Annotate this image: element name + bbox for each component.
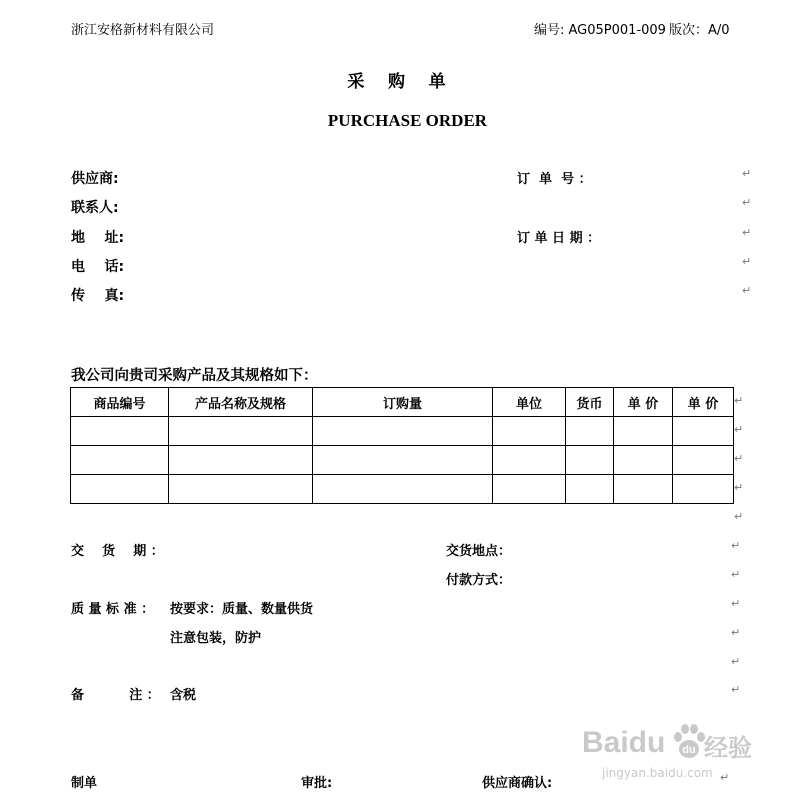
paragraph-mark: ↵ [734, 423, 744, 436]
col-header-currency: 货币 [566, 388, 614, 417]
col-header-product-code: 商品编号 [71, 388, 169, 417]
table-cell[interactable] [493, 446, 566, 475]
col-header-quantity: 订购量 [313, 388, 493, 417]
paragraph-mark: ↵ [742, 226, 752, 239]
paragraph-mark: ↵ [731, 539, 741, 552]
phone-label: 电 话: [71, 259, 125, 275]
table-row [71, 446, 734, 475]
supplier-confirm-label: 供应商确认: [482, 776, 553, 791]
watermark-cn: 经验 [704, 734, 752, 762]
payment-method-label: 付款方式： [446, 573, 512, 588]
paragraph-mark: ↵ [720, 771, 730, 784]
paragraph-mark: ↵ [731, 626, 741, 639]
fax-label: 传 真: [71, 288, 125, 304]
order-date-label: 订 单 日 期 ： [517, 231, 601, 246]
paragraph-mark: ↵ [731, 597, 741, 610]
paragraph-mark: ↵ [734, 510, 744, 523]
baidu-watermark [582, 722, 752, 784]
table-row [71, 417, 734, 446]
approved-by-label: 审批: [301, 776, 333, 791]
paragraph-mark: ↵ [731, 655, 741, 668]
address-label: 地 址: [71, 230, 125, 246]
remark-label: 备 注 ： [71, 688, 160, 703]
paragraph-mark: ↵ [734, 481, 744, 494]
table-cell[interactable] [673, 475, 734, 504]
quality-standard-line-2: 注意包装，防护 [170, 631, 262, 646]
paragraph-mark: ↵ [742, 284, 752, 297]
supplier-label: 供应商: [71, 171, 119, 187]
svg-text:du: du [682, 744, 696, 756]
table-cell[interactable] [169, 417, 313, 446]
paragraph-mark: ↵ [742, 196, 752, 209]
order-number-label: 订 单 号 ： [517, 172, 592, 187]
table-cell[interactable] [313, 417, 493, 446]
watermark-brand: Baidu [582, 726, 666, 759]
paragraph-mark: ↵ [731, 568, 741, 581]
table-row [71, 475, 734, 504]
table-cell[interactable] [673, 446, 734, 475]
col-header-unit: 单位 [493, 388, 566, 417]
delivery-place-label: 交货地点： [446, 544, 512, 559]
col-header-unit-price: 单 价 [614, 388, 673, 417]
table-cell[interactable] [614, 475, 673, 504]
quality-standard-line-1: 按要求：质量、数量供货 [170, 602, 314, 617]
paragraph-mark: ↵ [734, 452, 744, 465]
col-header-unit-price-2: 单 价 [673, 388, 734, 417]
watermark-url: jingyan.baidu.com [602, 766, 713, 780]
table-cell[interactable] [71, 446, 169, 475]
intro-text: 我公司向贵司采购产品及其规格如下： [71, 368, 318, 384]
table-cell[interactable] [169, 446, 313, 475]
table-cell[interactable] [493, 417, 566, 446]
paragraph-mark: ↵ [734, 394, 744, 407]
product-table [70, 387, 734, 504]
paragraph-mark: ↵ [742, 167, 752, 180]
remark-value: 含税 [170, 688, 197, 703]
table-cell[interactable] [493, 475, 566, 504]
document-version: 版次：A/0 [669, 23, 730, 38]
delivery-period-label: 交 货 期 ： [71, 544, 164, 559]
table-cell[interactable] [71, 417, 169, 446]
table-cell[interactable] [566, 475, 614, 504]
table-cell[interactable] [71, 475, 169, 504]
table-cell[interactable] [313, 446, 493, 475]
contact-label: 联系人: [71, 200, 119, 216]
paragraph-mark: ↵ [731, 683, 741, 696]
table-cell[interactable] [673, 417, 734, 446]
paw-icon [672, 722, 706, 762]
prepared-by-label: 制单 [71, 776, 98, 791]
paragraph-mark: ↵ [742, 255, 752, 268]
quality-standard-label: 质 量 标 准 ： [71, 602, 155, 617]
title-cn: 采 购 单 [347, 72, 446, 92]
table-header-row [71, 388, 734, 417]
document-number: 编号: AG05P001-009 [534, 23, 666, 38]
table-cell[interactable] [566, 446, 614, 475]
table-cell[interactable] [614, 417, 673, 446]
table-cell[interactable] [169, 475, 313, 504]
table-cell[interactable] [614, 446, 673, 475]
table-cell[interactable] [313, 475, 493, 504]
col-header-product-name: 产品名称及规格 [169, 388, 313, 417]
company-name: 浙江安格新材料有限公司 [71, 23, 215, 38]
table-cell[interactable] [566, 417, 614, 446]
title-en: PURCHASE ORDER [327, 111, 488, 130]
